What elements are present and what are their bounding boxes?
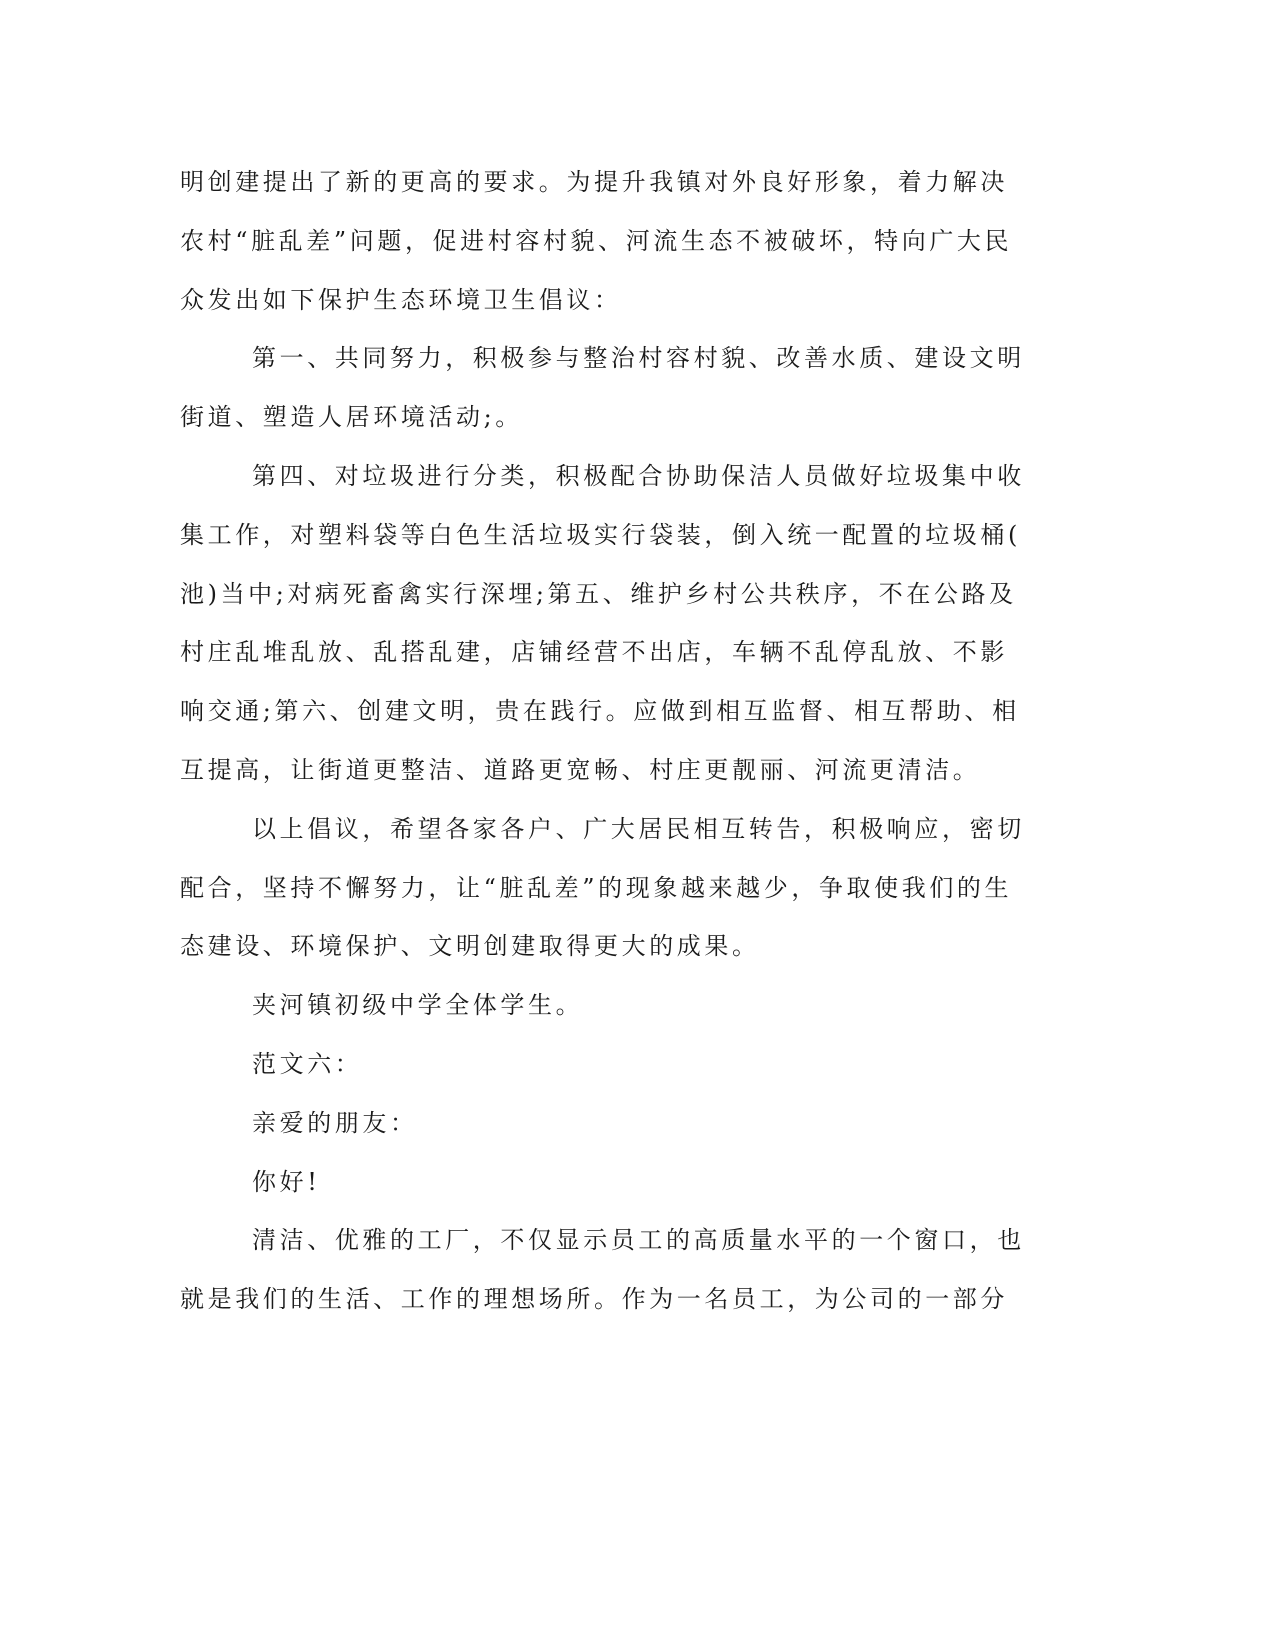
paragraph — [180, 329, 1040, 447]
document-page — [180, 153, 1040, 1329]
text-line: 互提高，让街道更整洁、道路更宽畅、村庄更靓丽、河流更清洁。 — [180, 755, 981, 784]
text-line: 亲爱的朋友： — [252, 1108, 418, 1137]
text-line: 村庄乱堆乱放、乱搭乱建，店铺经营不出店，车辆不乱停乱放、不影 — [180, 638, 1008, 667]
paragraph — [180, 1211, 1040, 1329]
paragraph — [180, 800, 1040, 976]
text-line: 夹河镇初级中学全体学生。 — [252, 991, 584, 1020]
text-line: 态建设、环境保护、文明创建取得更大的成果。 — [180, 932, 760, 961]
text-line: 响交通;第六、创建文明，贵在践行。应做到相互监督、相互帮助、相 — [180, 697, 1020, 726]
paragraph — [180, 1094, 1040, 1153]
text-line: 就是我们的生活、工作的理想场所。作为一名员工，为公司的一部分 — [180, 1285, 1008, 1314]
text-line: 众发出如下保护生态环境卫生倡议： — [180, 285, 622, 314]
text-line: 明创建提出了新的更高的要求。为提升我镇对外良好形象，着力解决 — [180, 168, 1008, 196]
paragraph — [180, 447, 1040, 800]
text-line: 清洁、优雅的工厂，不仅显示员工的高质量水平的一个窗口，也 — [252, 1226, 1025, 1255]
text-line: 配合，坚持不懈努力，让“脏乱差”的现象越来越少，争取使我们的生 — [180, 873, 1013, 902]
paragraph — [180, 976, 1040, 1035]
text-line: 第一、共同努力，积极参与整治村容村貌、改善水质、建设文明 — [252, 344, 1025, 373]
text-line: 你好! — [252, 1167, 321, 1196]
text-line: 街道、塑造人居环境活动;。 — [180, 403, 523, 432]
paragraph — [180, 1153, 1040, 1212]
text-line: 第四、对垃圾进行分类，积极配合协助保洁人员做好垃圾集中收 — [252, 461, 1025, 490]
text-line: 范文六： — [252, 1049, 363, 1078]
paragraph — [180, 1035, 1040, 1094]
text-line: 农村“脏乱差”问题，促进村容村貌、河流生态不被破坏，特向广大民 — [180, 226, 1013, 255]
text-line: 集工作，对塑料袋等白色生活垃圾实行袋装，倒入统一配置的垃圾桶( — [180, 520, 1021, 549]
paragraph — [180, 153, 1040, 329]
text-line: 池)当中;对病死畜禽实行深埋;第五、维护乡村公共秩序，不在公路及 — [180, 579, 1017, 608]
text-line: 以上倡议，希望各家各户、广大居民相互转告，积极响应，密切 — [252, 814, 1025, 843]
